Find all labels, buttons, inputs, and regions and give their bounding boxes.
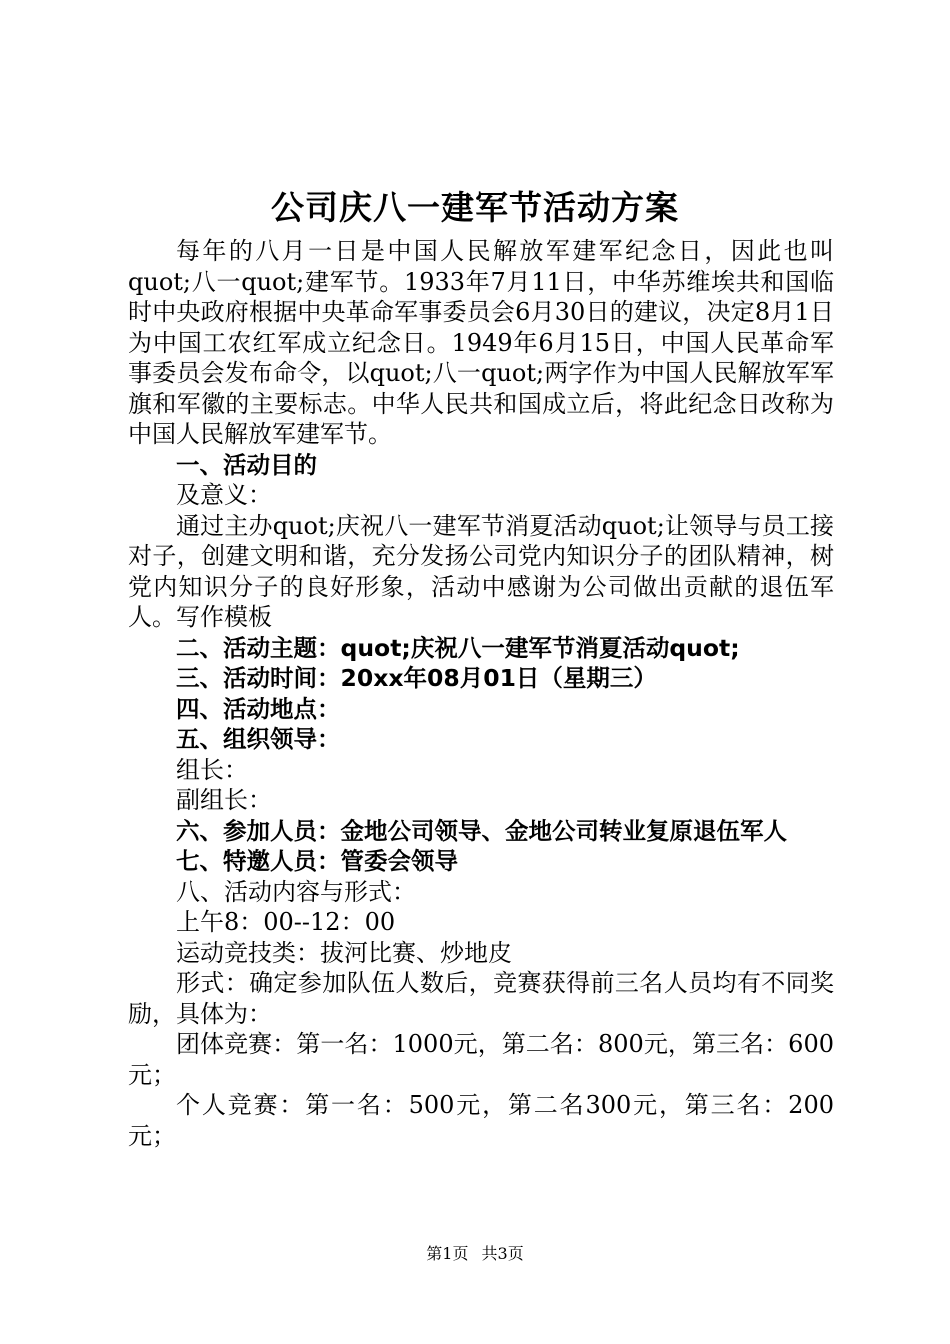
document-title: 公司庆八一建军节活动方案 (271, 188, 679, 227)
heading-participants: 六、参加人员：金地公司领导、金地公司转业复原退伍军人 (176, 816, 787, 845)
paragraph-content-form: 八、活动内容与形式： (176, 877, 416, 906)
paragraph-form: 形式：确定参加队伍人数后，竞赛获得前三名人员均有不同奖励，具体为： (128, 969, 834, 1028)
page-footer (0, 1243, 950, 1265)
page-number: 第1页 (426, 1244, 469, 1263)
heading-special-guests: 七、特邀人员：管委会领导 (176, 847, 458, 875)
paragraph-purpose-detail: 通过主办quot;庆祝八一建军节消夏活动quot;让领导与员工接对子，创建文明和谐，充分发扬公司党内知识分子的团队精神，树党内知识分子的良好形象，活动中感谢为公司做出贡献的退伍军人。写作模板 (128, 511, 834, 631)
heading-purpose: 一、活动目的 (176, 450, 317, 479)
document-body (128, 236, 834, 1151)
paragraph-intro: 每年的八月一日是中国人民解放军建军纪念日，因此也叫quot;八一quot;建军节。1933年7月11日，中华苏维埃共和国临时中央政府根据中央革命军事委员会6月30日的建议，决定8月1日为中国工农红军成立纪念日。1949年6月15日，中国人民革命军事委员会发布命令，以quot;八一quot;两字作为中国人民解放军军旗和军徽的主要标志。中华人民共和国成立后，将此纪念日改称为中国人民解放军建军节。 (128, 237, 834, 448)
page-total: 共3页 (481, 1244, 524, 1263)
paragraph-team-prizes: 团体竞赛：第一名：1000元，第二名：800元，第三名：600元； (128, 1030, 834, 1089)
heading-organization: 五、组织领导： (176, 725, 341, 753)
paragraph-leader: 组长： (176, 755, 248, 784)
paragraph-significance: 及意义： (176, 481, 272, 509)
heading-theme: 二、活动主题：quot;庆祝八一建军节消夏活动quot; (176, 633, 740, 662)
heading-time: 三、活动时间：20xx年08月01日（星期三） (176, 664, 657, 692)
paragraph-individual-prizes: 个人竞赛：第一名：500元，第二名300元，第三名：200元； (128, 1091, 834, 1150)
paragraph-schedule: 上午8：00--12：00 (176, 908, 396, 936)
paragraph-sports: 运动竞技类：拔河比赛、炒地皮 (176, 938, 512, 967)
paragraph-deputy-leader: 副组长： (176, 786, 272, 814)
heading-location: 四、活动地点： (176, 694, 341, 723)
